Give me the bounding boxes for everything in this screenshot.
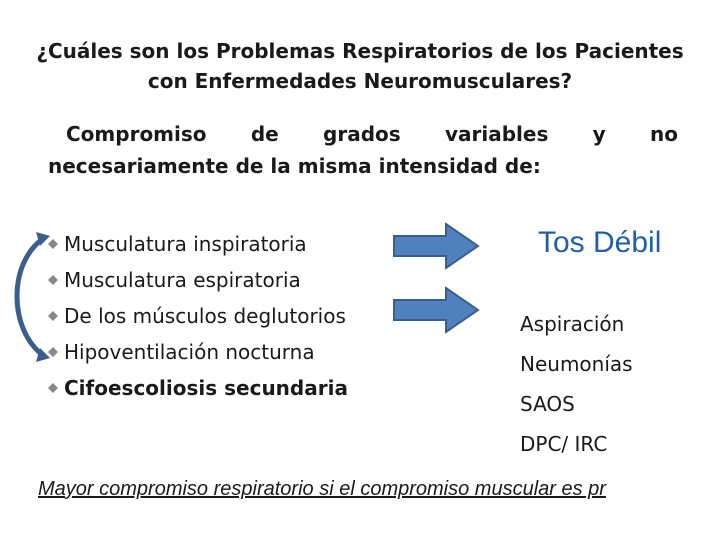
outcome-list — [520, 304, 633, 464]
outcome-item: SAOS — [520, 392, 575, 416]
intro-word: variables — [444, 122, 549, 146]
bullet-text: Musculatura espiratoria — [64, 268, 301, 292]
outcome-item: Aspiración — [520, 312, 625, 336]
right-arrow-icon — [394, 224, 478, 268]
outcome-item: Neumonías — [520, 352, 633, 376]
intro-word: Compromiso — [66, 122, 207, 146]
intro-word: y — [592, 122, 606, 146]
curved-bracket-icon — [17, 232, 50, 362]
outcome-item: DPC/ IRC — [520, 432, 608, 456]
right-arrow-icon — [394, 288, 478, 332]
slide-title-line1: ¿Cuáles son los Problemas Respiratorios de los Pacientes — [36, 39, 684, 63]
footer-note: Mayor compromiso respiratorio si el compromiso muscular es pr — [38, 478, 606, 500]
bullet-text: De los músculos deglutorios — [64, 304, 346, 328]
slide-title-line2: con Enfermedades Neuromusculares? — [147, 69, 573, 93]
intro-line2: necesariamente de la misma intensidad de: — [48, 154, 541, 178]
outcome-weak-cough: Tos Débil — [538, 226, 662, 259]
intro-word: grados — [323, 122, 401, 146]
bullet-text: Musculatura inspiratoria — [64, 232, 307, 256]
bullet-text: Hipoventilación nocturna — [64, 340, 315, 364]
intro-word: de — [250, 122, 279, 146]
intro-word: no — [649, 122, 678, 146]
bullet-text: Cifoescoliosis secundaria — [64, 376, 348, 400]
